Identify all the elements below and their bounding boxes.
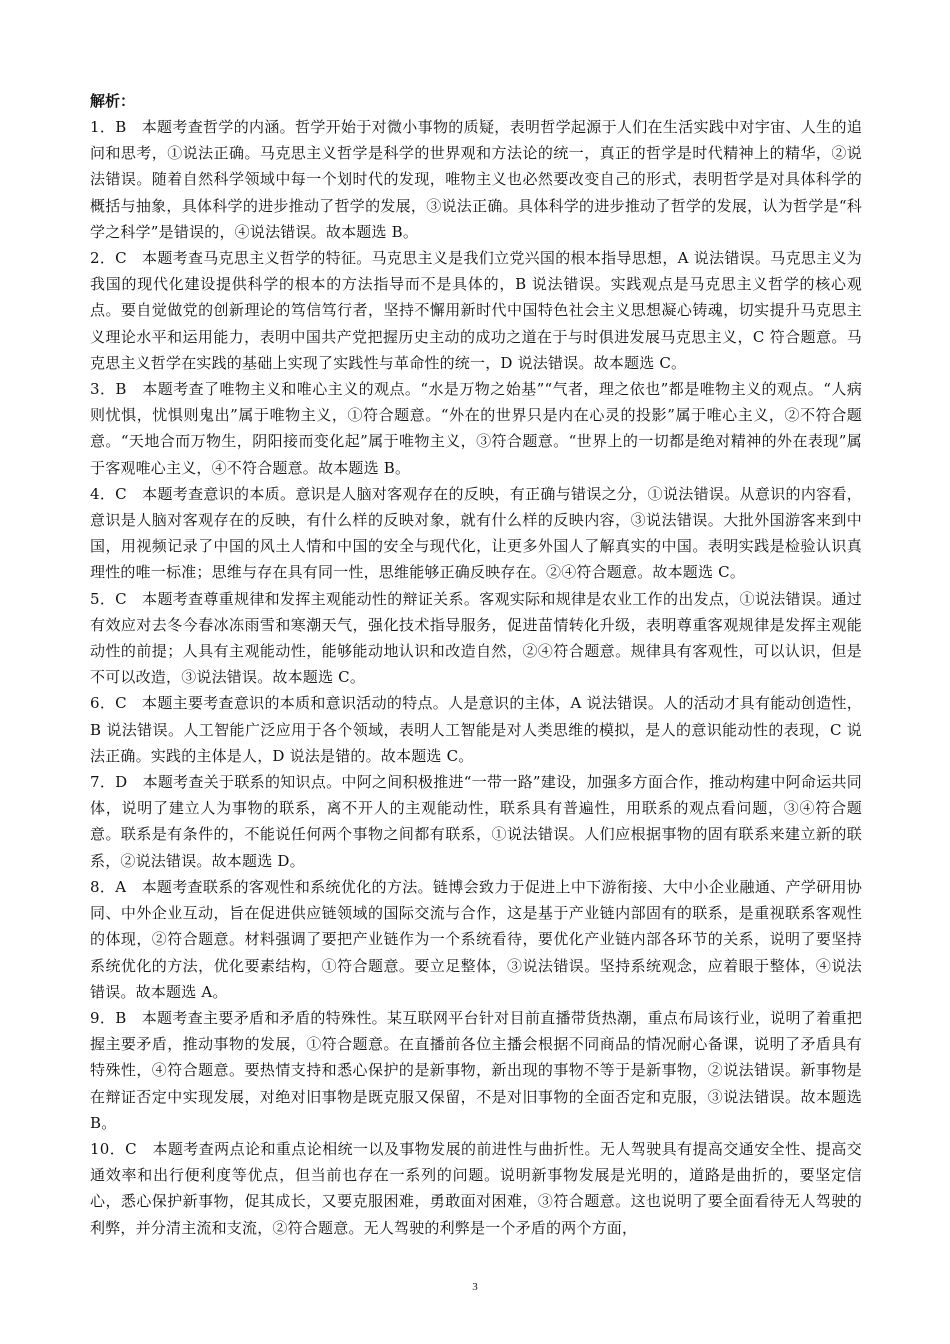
item-number: 2．C xyxy=(90,249,127,268)
item-text: 本题考查意识的本质。意识是人脑对客观存在的反映，有正确与错误之分，①说法错误。从意识的内容看，意识是人脑对客观存在的反映，有什么样的反映对象，就有什么样的反映内容，③说法错误。大批外国游客来到中国，用视频记录了中国的风土人情和中国的安全与现代化，让更多外国人了解真实的中国。表明实践是检验认识真理性的唯一标准；思维与存在具有同一性，思维能够正确反映存在。②④符合题意。故本题选 C。 xyxy=(90,484,862,582)
analysis-item-7 xyxy=(90,769,862,874)
item-text: 本题考查联系的客观性和系统优化的方法。链博会致力于促进上中下游衔接、大中小企业融通、产学研用协同、中外企业互动，旨在促进供应链领域的国际交流与合作，这是基于产业链内部固有的联系，是重视联系客观性的体现，②符合题意。材料强调了要把产业链作为一个系统看待，要优化产业链内部各环节的关系，说明了要坚持系统优化的方法，优化要素结构，①符合题意。要立足整体，③说法错误。坚持系统观念，应着眼于整体，④说法错误。故本题选 A。 xyxy=(90,877,863,1001)
answer-analysis-section xyxy=(90,88,862,1241)
item-text: 本题考查两点论和重点论相统一以及事物发展的前进性与曲折性。无人驾驶具有提高交通安全性、提高交通效率和出行便利度等优点，但当前也存在一系列的问题。说明新事物发展是光明的，道路是曲折的，要坚定信心，悉心保护新事物，促其成长，又要克服困难，勇敢面对困难，③符合题意。这也说明了要全面看待无人驾驶的利弊，并分清主流和支流，②符合题意。无人驾驶的利弊是一个矛盾的两个方面， xyxy=(90,1139,862,1237)
item-number: 10．C xyxy=(90,1139,137,1158)
analysis-item-3 xyxy=(90,376,862,481)
item-number: 7．D xyxy=(90,773,128,792)
analysis-item-4 xyxy=(90,481,862,586)
item-number: 4．C xyxy=(90,484,127,503)
item-number: 3．B xyxy=(90,380,127,399)
item-number: 6．C xyxy=(90,694,127,713)
analysis-heading: 解析： xyxy=(90,92,136,110)
item-text: 本题考查主要矛盾和矛盾的特殊性。某互联网平台针对目前直播带货热潮，重点布局该行业，说明了着重把握主要矛盾，推动事物的发展，①符合题意。在直播前各位主播会根据不同商品的情况耐心备课，说明了矛盾具有特殊性，④符合题意。要热情支持和悉心保护的是新事物，新出现的事物不等于是新事物，②说法错误。新事物是在辩证否定中实现发展，对绝对旧事物是既克服又保留，不是对旧事物的全面否定和克服，③说法错误。故本题选 B。 xyxy=(90,1008,863,1132)
item-text: 本题考查马克思主义哲学的特征。马克思主义是我们立党兴国的根本指导思想，A 说法错误。马克思主义为我国的现代化建设提供科学的根本的方法指导而不是具体的，B 说法错误。实践观点是马克思主义哲学的核心观点。要自觉做党的创新理论的笃信笃行者，坚持不懈用新时代中国特色社会主义思想凝心铸魂，切实提升马克思主义理论水平和运用能力，表明中国共产党把握历史主动的成功之道在于与时俱进发展马克思主义，C 符合题意。马克思主义哲学在实践的基础上实现了实践性与革命性的统一，D 说法错误。故本题选 C。 xyxy=(90,249,862,372)
analysis-item-2 xyxy=(90,245,862,376)
item-number: 9．B xyxy=(90,1008,127,1027)
page-number: 3 xyxy=(472,1281,478,1293)
item-number: 1．B xyxy=(90,118,127,136)
item-text: 本题考查了唯物主义和唯心主义的观点。“水是万物之始基”“气者，理之依也”都是唯物主义的观点。“人病则忧惧，忧惧则鬼出”属于唯物主义，①符合题意。“外在的世界只是内在心灵的投影”属于唯心主义，②不符合题意。“天地合而万物生，阴阳接而变化起”属于唯物主义，③符合题意。“世界上的一切都是绝对精神的外在表现”属于客观唯心主义，④不符合题意。故本题选 B。 xyxy=(90,380,863,477)
item-number: 8．A xyxy=(90,877,127,896)
analysis-item-1 xyxy=(90,114,862,245)
item-text: 本题主要考查意识的本质和意识活动的特点。人是意识的主体，A 说法错误。人的活动才具有能动创造性，B 说法错误。人工智能广泛应用于各个领域，表明人工智能是对人类思维的模拟，是人的意识能动性的表现，C 说法正确。实践的主体是人，D 说法是错的。故本题选 C。 xyxy=(90,694,862,765)
analysis-item-5 xyxy=(90,586,862,691)
analysis-item-8 xyxy=(90,874,862,1005)
analysis-item-10 xyxy=(90,1136,862,1241)
item-text: 本题考查哲学的内涵。哲学开始于对微小事物的质疑，表明哲学起源于人们在生活实践中对宇宙、人生的追问和思考，①说法正确。马克思主义哲学是科学的世界观和方法论的统一，真正的哲学是时代精神上的精华，②说法错误。随着自然科学领域中每一个划时代的发现，唯物主义也必然要改变自己的形式，表明哲学是对具体科学的概括与抽象，具体科学的进步推动了哲学的发展，③说法正确。具体科学的进步推动了哲学的发展，认为哲学是“科学之科学”是错误的，④说法错误。故本题选 B。 xyxy=(90,118,863,241)
item-text: 本题考查关于联系的知识点。中阿之间积极推进“一带一路”建设，加强多方面合作，推动构建中阿命运共同体，说明了建立人为事物的联系，离不开人的主观能动性，联系具有普遍性，用联系的观点看问题，③④符合题意。联系是有条件的，不能说任何两个事物之间都有联系，①说法错误。人们应根据事物的固有联系来建立新的联系，②说法错误。故本题选 D。 xyxy=(90,773,863,870)
analysis-item-6 xyxy=(90,690,862,769)
analysis-item-9 xyxy=(90,1005,862,1136)
item-text: 本题考查尊重规律和发挥主观能动性的辩证关系。客观实际和规律是农业工作的出发点，①说法错误。通过有效应对去冬今春冰冻雨雪和寒潮天气，强化技术指导服务，促进苗情转化升级，表明尊重客观规律是发挥主观能动性的前提；人具有主观能动性，能够能动地认识和改造自然，②④符合题意。规律具有客观性，可以认识，但是不可以改造，③说法错误。故本题选 C。 xyxy=(90,589,862,687)
item-number: 5．C xyxy=(90,589,127,608)
